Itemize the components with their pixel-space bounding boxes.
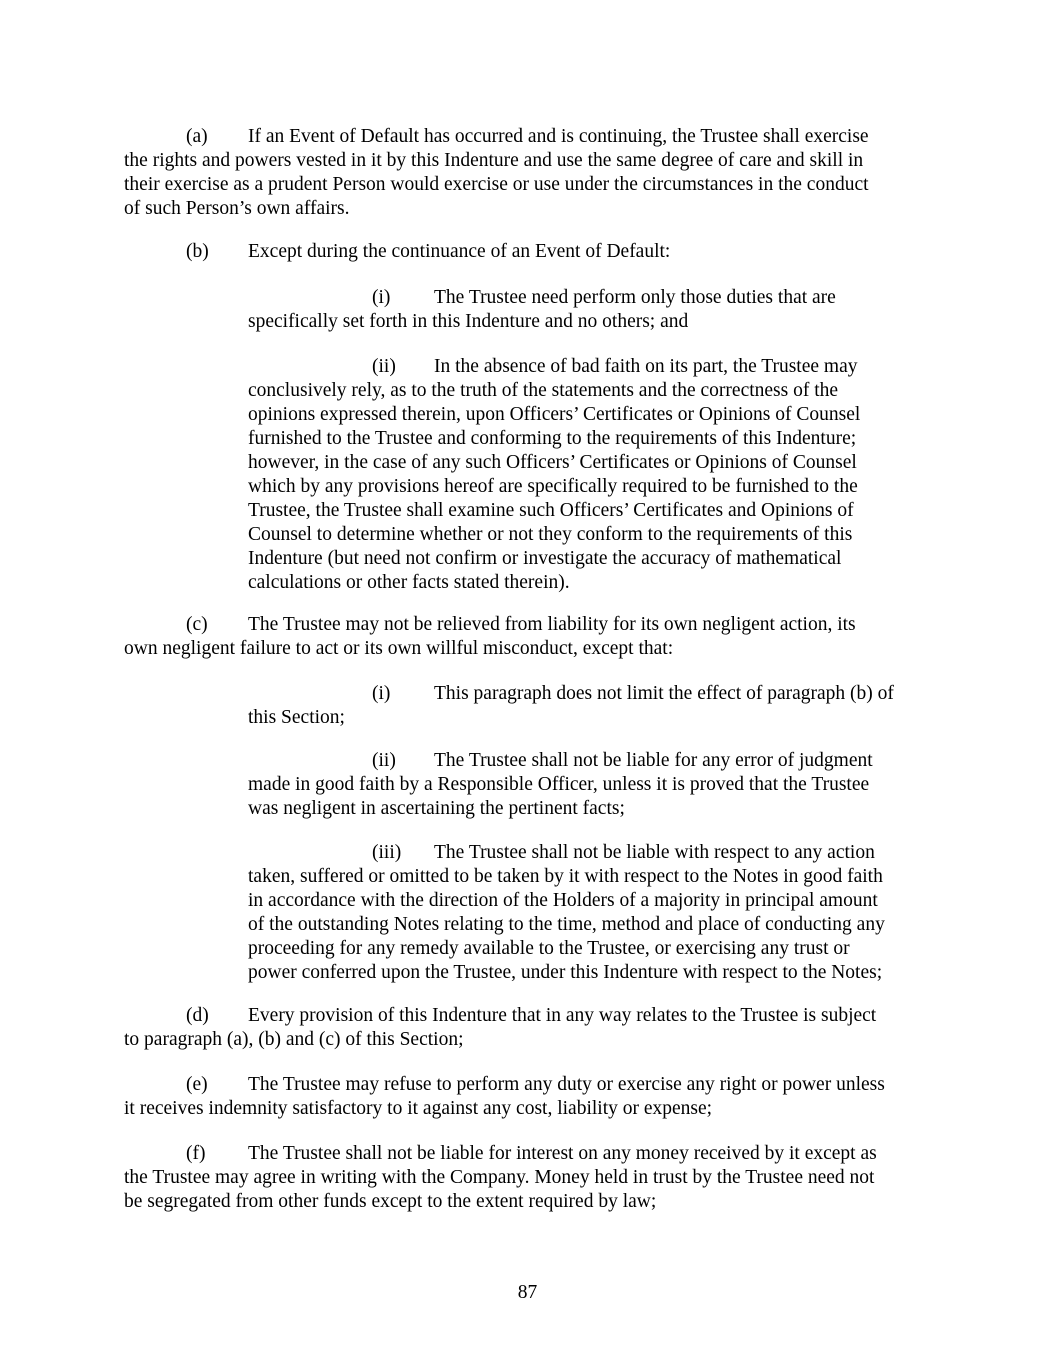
paragraph-c-iii xyxy=(248,841,938,985)
paragraph-text-line: The Trustee may refuse to perform any duty or exercise any right or power unless xyxy=(248,1074,885,1095)
paragraph-c-i xyxy=(248,682,938,730)
paragraph-text-line: Every provision of this Indenture that in any way relates to the Trustee is subject xyxy=(248,1005,877,1026)
paragraph-text-line: this Section; xyxy=(248,707,345,728)
paragraph-label: (iii) xyxy=(372,842,402,863)
paragraph-a xyxy=(124,125,934,221)
paragraph-label: (b) xyxy=(186,241,209,262)
paragraph-label: (e) xyxy=(186,1074,208,1095)
paragraph-text-line: in accordance with the direction of the Holders of a majority in principal amount xyxy=(248,890,878,911)
paragraph-text-line: Except during the continuance of an Event of Default: xyxy=(248,241,671,262)
paragraph-text-line: Trustee, the Trustee shall examine such Officers’ Certificates and Opinions of xyxy=(248,500,854,521)
paragraph-label: (f) xyxy=(186,1143,206,1164)
paragraph-label: (i) xyxy=(372,287,391,308)
paragraph-label: (c) xyxy=(186,614,208,635)
paragraph-text-line: Indenture (but need not confirm or investigate the accuracy of mathematical xyxy=(248,548,842,569)
paragraph-text-line: proceeding for any remedy available to the Trustee, or exercising any trust or xyxy=(248,938,850,959)
paragraph-text-line: opinions expressed therein, upon Officers’ Certificates or Opinions of Counsel xyxy=(248,404,861,425)
paragraph-text-line: power conferred upon the Trustee, under this Indenture with respect to the Notes; xyxy=(248,962,883,983)
paragraph-f xyxy=(124,1142,934,1214)
paragraph-e xyxy=(124,1073,934,1121)
paragraph-text-line: conclusively rely, as to the truth of the statements and the correctness of the xyxy=(248,380,839,401)
paragraph-text-line: of such Person’s own affairs. xyxy=(124,198,350,219)
page-number: 87 xyxy=(517,1282,538,1303)
paragraph-text-line: to paragraph (a), (b) and (c) of this Section; xyxy=(124,1029,464,1050)
paragraph-text-line: furnished to the Trustee and conforming to the requirements of this Indenture; xyxy=(248,428,857,449)
paragraph-text-line: The Trustee shall not be liable for interest on any money received by it except as xyxy=(248,1143,877,1164)
paragraph-text-line: it receives indemnity satisfactory to it against any cost, liability or expense; xyxy=(124,1098,713,1119)
paragraph-b xyxy=(124,240,934,264)
paragraph-label: (a) xyxy=(186,126,208,147)
paragraph-b-i xyxy=(248,286,938,334)
paragraph-text-line: The Trustee need perform only those duties that are xyxy=(434,287,836,308)
paragraph-text-line: taken, suffered or omitted to be taken by it with respect to the Notes in good faith xyxy=(248,866,883,887)
paragraph-text-line: the rights and powers vested in it by this Indenture and use the same degree of care and skill in xyxy=(124,150,864,171)
paragraph-label: (ii) xyxy=(372,356,396,377)
paragraph-c xyxy=(124,613,934,661)
paragraph-text-line: made in good faith by a Responsible Officer, unless it is proved that the Trustee xyxy=(248,774,870,795)
paragraph-label: (i) xyxy=(372,683,391,704)
paragraph-text-line: the Trustee may agree in writing with the Company. Money held in trust by the Trustee need not xyxy=(124,1167,875,1188)
paragraph-text-line: If an Event of Default has occurred and is continuing, the Trustee shall exercise xyxy=(248,126,869,147)
paragraph-text-line: their exercise as a prudent Person would exercise or use under the circumstances in the conduct xyxy=(124,174,869,195)
paragraph-text-line: specifically set forth in this Indenture and no others; and xyxy=(248,311,689,332)
paragraph-text-line: Counsel to determine whether or not they conform to the requirements of this xyxy=(248,524,853,545)
paragraph-text-line: which by any provisions hereof are specifically required to be furnished to the xyxy=(248,476,858,497)
paragraph-text-line: be segregated from other funds except to the extent required by law; xyxy=(124,1191,657,1212)
paragraph-text-line: In the absence of bad faith on its part, the Trustee may xyxy=(434,356,858,377)
paragraph-text-line: This paragraph does not limit the effect of paragraph (b) of xyxy=(434,683,894,704)
paragraph-text-line: however, in the case of any such Officers’ Certificates or Opinions of Counsel xyxy=(248,452,857,473)
paragraph-label: (d) xyxy=(186,1005,209,1026)
paragraph-text-line: The Trustee may not be relieved from liability for its own negligent action, its xyxy=(248,614,856,635)
paragraph-label: (ii) xyxy=(372,750,396,771)
paragraph-text-line: The Trustee shall not be liable with respect to any action xyxy=(434,842,875,863)
paragraph-text-line: was negligent in ascertaining the pertinent facts; xyxy=(248,798,625,819)
paragraph-c-ii xyxy=(248,749,938,821)
paragraph-text-line: own negligent failure to act or its own willful misconduct, except that: xyxy=(124,638,674,659)
paragraph-text-line: of the outstanding Notes relating to the time, method and place of conducting any xyxy=(248,914,885,935)
paragraph-text-line: calculations or other facts stated therein). xyxy=(248,572,570,593)
paragraph-d xyxy=(124,1004,934,1052)
paragraph-b-ii xyxy=(248,355,938,595)
paragraph-text-line: The Trustee shall not be liable for any error of judgment xyxy=(434,750,873,771)
